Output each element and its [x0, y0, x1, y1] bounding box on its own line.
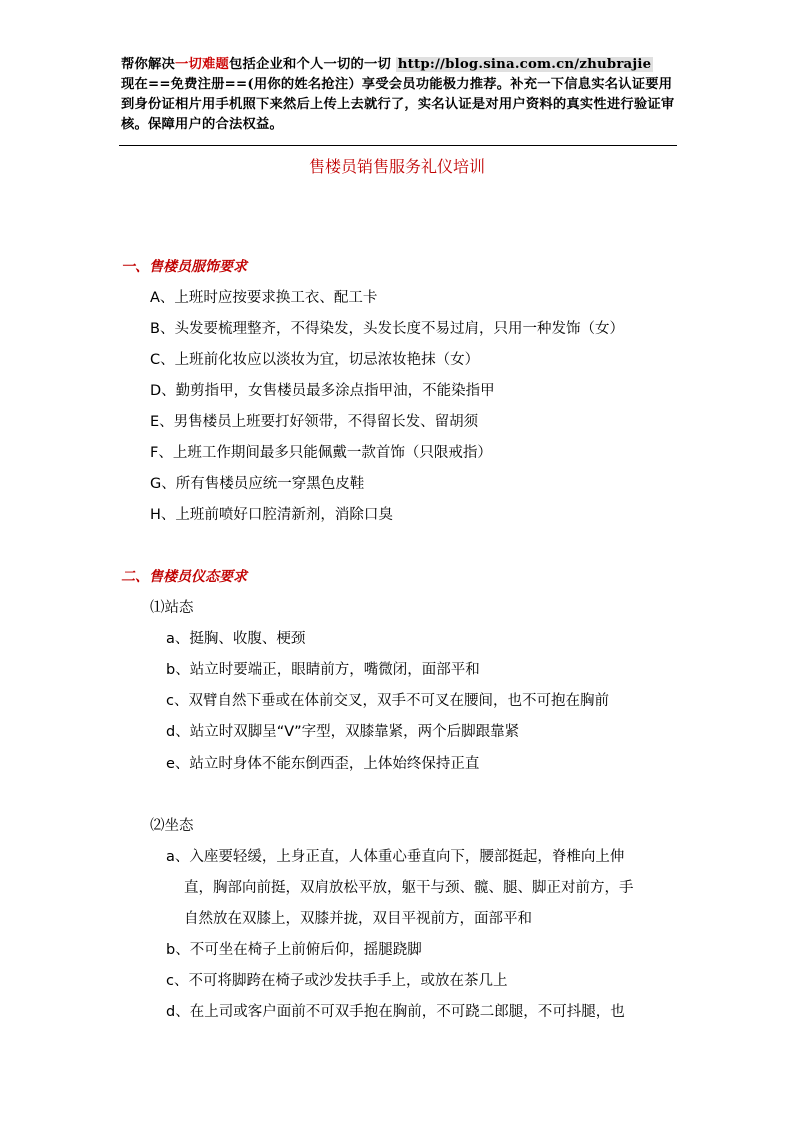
- ad-banner: [121, 55, 677, 135]
- list-item: G、所有售楼员应统一穿黑色皮鞋: [150, 476, 365, 492]
- list-item: E、男售楼员上班要打好领带，不得留长发、留胡须: [150, 414, 479, 430]
- subsection-heading-standing: ⑴站态: [150, 600, 194, 616]
- subsection-heading-sitting: ⑵坐态: [150, 818, 194, 834]
- list-item: F、上班工作期间最多只能佩戴一款首饰（只限戒指）: [150, 445, 492, 461]
- list-item-continuation: 直，胸部向前挺，双肩放松平放，躯干与颈、髋、腿、脚正对前方，手: [184, 880, 634, 896]
- list-item: a、入座要轻缓，上身正直，人体重心垂直向下，腰部挺起，脊椎向上伸: [166, 849, 625, 865]
- list-item: b、不可坐在椅子上前俯后仰，摇腿跷脚: [166, 942, 422, 958]
- list-item: c、不可将脚跨在椅子或沙发扶手手上，或放在茶几上: [166, 973, 508, 989]
- banner-text-1: 帮你解决: [121, 57, 175, 72]
- list-item: d、在上司或客户面前不可双手抱在胸前，不可跷二郎腿，不可抖腿，也: [166, 1004, 625, 1020]
- banner-highlight: 一切难题: [175, 57, 229, 72]
- list-item: H、上班前喷好口腔清新剂，消除口臭: [150, 507, 393, 523]
- section-heading-attire: 一、售楼员服饰要求: [121, 259, 247, 275]
- list-item: B、头发要梳理整齐，不得染发，头发长度不易过肩，只用一种发饰（女）: [150, 321, 624, 337]
- banner-text-2: 包括企业和个人一切的一切: [229, 57, 396, 72]
- list-item: a、挺胸、收腹、梗颈: [166, 631, 306, 647]
- header-divider: [119, 145, 677, 146]
- list-item-continuation: 自然放在双膝上，双膝并拢，双目平视前方，面部平和: [184, 911, 532, 927]
- list-item: c、双臂自然下垂或在体前交叉，双手不可叉在腰间，也不可抱在胸前: [166, 693, 609, 709]
- list-item: e、站立时身体不能东倒西歪，上体始终保持正直: [166, 756, 480, 772]
- banner-url-link[interactable]: http://blog.sina.com.cn/zhubrajie: [397, 57, 652, 72]
- list-item: d、站立时双脚呈“V”字型，双膝靠紧，两个后脚跟靠紧: [166, 724, 520, 740]
- document-title: 售楼员销售服务礼仪培训: [308, 157, 485, 176]
- list-item: b、站立时要端正，眼睛前方，嘴微闭，面部平和: [166, 662, 480, 678]
- list-item: D、勤剪指甲，女售楼员最多涂点指甲油，不能染指甲: [150, 383, 495, 399]
- section-heading-posture: 二、售楼员仪态要求: [121, 569, 247, 585]
- list-item: C、上班前化妆应以淡妆为宜，切忌浓妆艳抹（女）: [150, 352, 480, 368]
- banner-text-3: 现在==免费注册==(用你的姓名抢注）享受会员功能极力推荐。补充一下信息实名认证要用到身份证相片用手机照下来然后上传上去就行了，实名认证是对用户资料的真实性进行验证审核。保障用户的合法权益。: [121, 57, 675, 132]
- list-item: A、上班时应按要求换工衣、配工卡: [150, 290, 378, 306]
